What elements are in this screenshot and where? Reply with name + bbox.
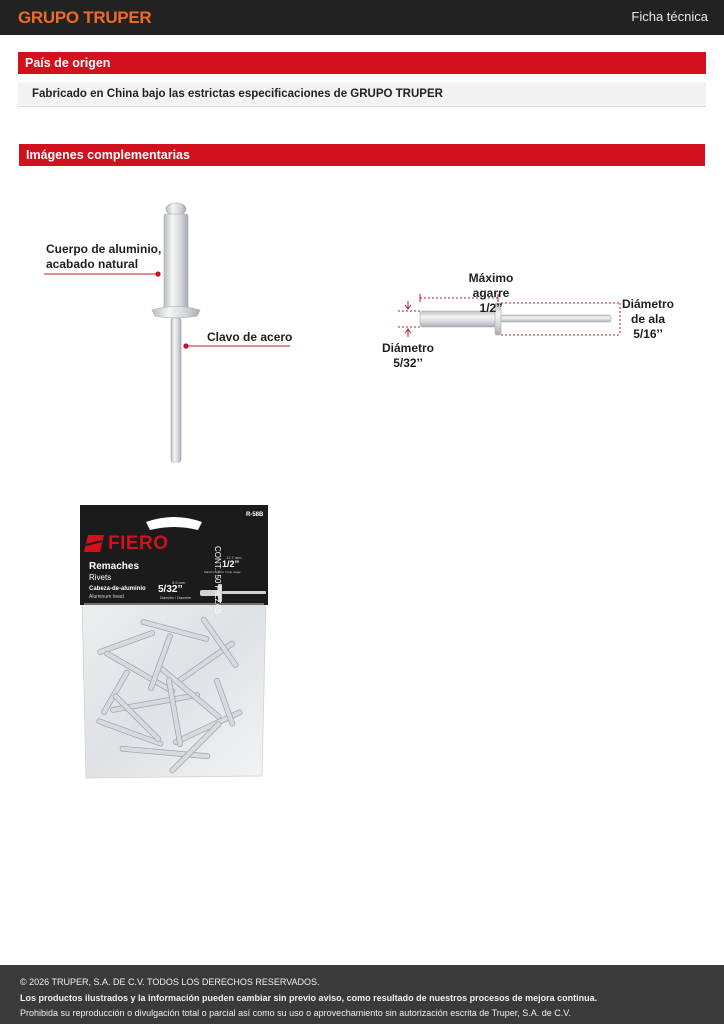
callout-aluminum-body-line2: acabado natural — [46, 257, 139, 271]
label-flange-diameter-sub: de ala — [630, 312, 666, 326]
package-contents: CONT.: 50 PIEZAS — [213, 546, 222, 615]
callout-aluminum-body-line1: Cuerpo de aluminio, — [46, 242, 162, 256]
footer-copyright: © 2026 TRUPER, S.A. DE C.V. TODOS LOS DERECHOS RESERVADOS. — [20, 977, 320, 987]
label-flange-diameter-title: Diámetro — [622, 297, 675, 311]
label-max-grip-title: Máximo agarre — [468, 271, 514, 300]
label-body-diameter-title: Diámetro — [381, 341, 434, 355]
package-grip: 1/2’’ — [222, 559, 240, 569]
package-diameter: 5/32’’ — [158, 584, 183, 595]
callout-steel-nail: Clavo de acero — [207, 330, 293, 344]
package-diameter-caption: Diámetro / Diameter — [160, 596, 192, 600]
package-head: Cabeza-de-aluminio — [89, 586, 146, 592]
section-title-origin: País de origen — [18, 52, 706, 74]
brand-logo: GRUPO TRUPER — [18, 8, 152, 27]
footer-notice: Los productos ilustrados y la información pueden cambiar sin previo aviso, como resultado de nuestros procesos de mejora continua. — [20, 992, 598, 1003]
package-name: Remaches — [89, 561, 140, 572]
package-grip-mm: 12.7 mm — [226, 555, 242, 560]
document-type-label: Ficha técnica — [631, 9, 708, 24]
package-brand: FIERO — [108, 533, 169, 554]
package-grip-caption: Máximo agarre / Grip range — [204, 570, 241, 574]
package-code: R-58B — [246, 512, 264, 518]
label-body-diameter-value: 5/32’’ — [393, 356, 423, 370]
footer — [0, 965, 724, 1024]
package-diameter-mm: 3.9 mm — [172, 580, 186, 585]
label-flange-diameter-value: 5/16’’ — [633, 327, 663, 341]
section-title-images: Imágenes complementarias — [19, 144, 705, 166]
label-max-grip-value: 1/2’’ — [479, 301, 503, 315]
package-name-en: Rivets — [89, 573, 112, 582]
package-head-en: Aluminum head — [89, 594, 124, 600]
origin-text: Fabricado en China bajo las estrictas especificaciones de GRUPO TRUPER — [18, 82, 706, 107]
footer-legal: Prohibida su reproducción o divulgación total o parcial así como su uso o aprovechamiento sin autorización escrita de Truper, S.A. de C.V. — [20, 1008, 571, 1018]
